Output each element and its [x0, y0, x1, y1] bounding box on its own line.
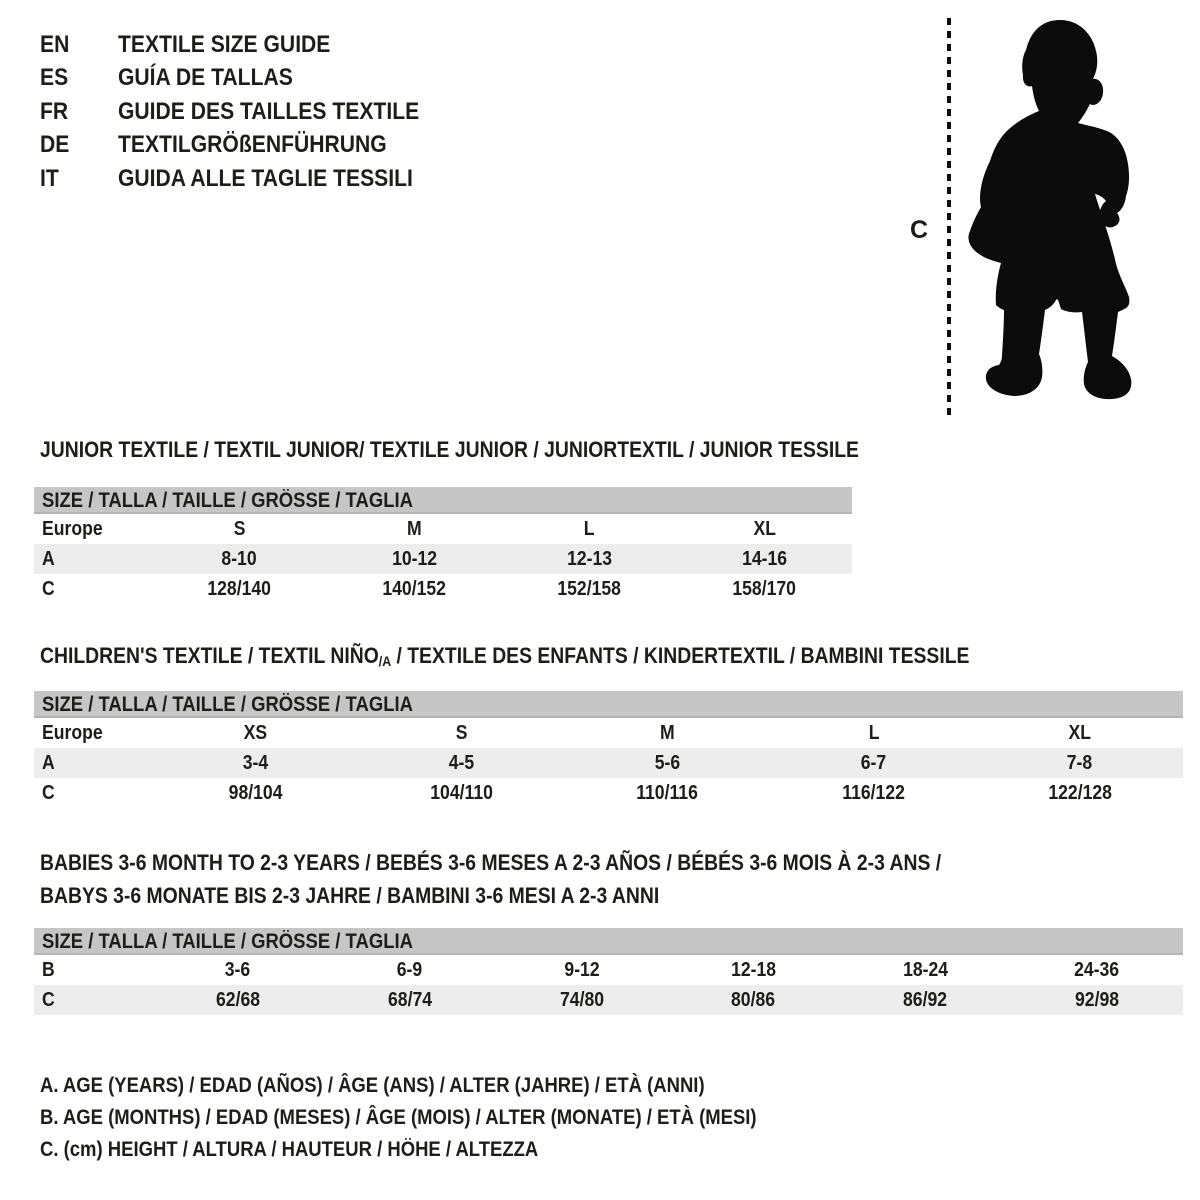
language-label: GUIDE DES TAILLES TEXTILE — [118, 97, 420, 125]
legend-line-c-text: C. (cm) HEIGHT / ALTURA / HAUTEUR / HÖHE / ALTEZZA — [40, 1138, 539, 1161]
table-header-bar — [34, 691, 1183, 718]
language-code: ES — [40, 64, 69, 92]
months-cell: 9-12 — [563, 958, 600, 981]
height-cell: 116/122 — [842, 781, 906, 804]
row-label: A — [42, 751, 55, 774]
language-row-en — [40, 28, 460, 62]
age-cell: 8-10 — [221, 547, 258, 570]
children-title-suffix: / TEXTILE DES ENFANTS / KINDERTEXTIL / BAMBINI TESSILE — [391, 643, 970, 668]
row-label: C — [42, 577, 55, 600]
table-row-age — [34, 748, 1183, 778]
table-row-height — [34, 574, 852, 604]
row-label: A — [42, 547, 55, 570]
age-cell: 5-6 — [654, 751, 681, 774]
age-cell: 6-7 — [860, 751, 887, 774]
table-header-label: SIZE / TALLA / TAILLE / GRÖSSE / TAGLIA — [42, 488, 413, 512]
measure-legend — [40, 1070, 854, 1166]
size-cell: M — [660, 721, 675, 744]
table-row-months — [34, 955, 1183, 985]
table-row-europe — [34, 514, 852, 544]
language-label: GUIDA ALLE TAGLIE TESSILI — [118, 164, 413, 192]
height-cell: 98/104 — [228, 781, 283, 804]
row-label: Europe — [42, 517, 103, 540]
height-cell: 110/116 — [636, 781, 699, 804]
table-row-height — [34, 985, 1183, 1015]
size-cell: M — [407, 517, 422, 540]
children-section-title-text — [40, 640, 969, 675]
height-cell: 158/170 — [732, 577, 797, 600]
table-header-bar — [34, 928, 1183, 955]
months-cell: 3-6 — [225, 958, 251, 981]
language-code: FR — [40, 97, 69, 125]
table-row-age — [34, 544, 852, 574]
table-header-bar — [34, 487, 852, 514]
row-label: B — [42, 958, 55, 981]
height-cell: 104/110 — [429, 781, 493, 804]
height-measure-label: C — [910, 216, 929, 244]
children-title-sub: /A — [378, 653, 392, 669]
row-label: Europe — [42, 721, 103, 744]
babies-title-line1: BABIES 3-6 MONTH TO 2-3 YEARS / BEBÉS 3-6 MESES A 2-3 AÑOS / BÉBÉS 3-6 MOIS À 2-3 ANS / — [40, 850, 942, 875]
age-cell: 10-12 — [391, 547, 438, 570]
babies-section-title — [40, 847, 1064, 912]
junior-size-table — [34, 487, 852, 604]
language-row-it — [40, 162, 460, 196]
language-code: IT — [40, 164, 59, 192]
age-cell: 14-16 — [741, 547, 788, 570]
language-title-list — [40, 28, 460, 196]
size-cell: S — [455, 721, 468, 744]
language-label: TEXTILGRÖßENFÜHRUNG — [118, 131, 387, 159]
months-cell: 18-24 — [902, 958, 948, 981]
height-cell: 74/80 — [559, 988, 604, 1011]
language-label: TEXTILE SIZE GUIDE — [118, 30, 331, 58]
row-label: C — [42, 988, 55, 1011]
legend-line-b-text: B. AGE (MONTHS) / EDAD (MESES) / ÂGE (MOIS) / ALTER (MONATE) / ETÀ (MESI) — [40, 1106, 757, 1129]
height-cell: 128/140 — [207, 577, 272, 600]
size-cell: L — [868, 721, 880, 744]
table-header-label: SIZE / TALLA / TAILLE / GRÖSSE / TAGLIA — [42, 929, 413, 953]
junior-section-title — [40, 434, 971, 467]
legend-line-c — [40, 1134, 854, 1166]
table-row-height — [34, 778, 1183, 808]
size-cell: XL — [1068, 721, 1092, 744]
junior-section-title-text: JUNIOR TEXTILE / TEXTIL JUNIOR/ TEXTILE JUNIOR / JUNIORTEXTIL / JUNIOR TESSILE — [40, 437, 859, 462]
language-label: GUÍA DE TALLAS — [118, 64, 293, 92]
legend-line-b — [40, 1102, 854, 1134]
months-cell: 24-36 — [1074, 958, 1120, 981]
language-row-fr — [40, 95, 460, 129]
height-cell: 152/158 — [557, 577, 622, 600]
children-section-title — [40, 640, 1096, 675]
height-cell: 140/152 — [382, 577, 447, 600]
children-size-table — [34, 691, 1183, 808]
age-cell: 12-13 — [566, 547, 613, 570]
months-cell: 6-9 — [397, 958, 423, 981]
language-row-es — [40, 62, 460, 96]
babies-title-line2: BABYS 3-6 MONATE BIS 2-3 JAHRE / BAMBINI 3-6 MESI A 2-3 ANNI — [40, 882, 660, 908]
height-cell: 80/86 — [731, 988, 776, 1011]
size-cell: S — [233, 517, 246, 540]
legend-line-a — [40, 1070, 854, 1102]
months-cell: 12-18 — [730, 958, 776, 981]
children-title-prefix: CHILDREN'S TEXTILE / TEXTIL NIÑO — [40, 643, 379, 668]
age-cell: 7-8 — [1067, 751, 1093, 774]
height-cell: 92/98 — [1075, 988, 1120, 1011]
height-cell: 86/92 — [903, 988, 948, 1011]
height-dashed-line — [947, 18, 951, 416]
height-cell: 62/68 — [215, 988, 260, 1011]
language-code: DE — [40, 131, 70, 159]
age-cell: 3-4 — [242, 751, 268, 774]
legend-line-a-text: A. AGE (YEARS) / EDAD (AÑOS) / ÂGE (ANS) / ALTER (JAHRE) / ETÀ (ANNI) — [40, 1074, 705, 1097]
size-cell: XS — [243, 721, 267, 744]
language-row-de — [40, 129, 460, 163]
babies-size-table — [34, 928, 1183, 1015]
height-cell: 68/74 — [387, 988, 432, 1011]
toddler-silhouette — [963, 16, 1197, 420]
size-cell: L — [584, 517, 595, 540]
age-cell: 4-5 — [448, 751, 475, 774]
table-row-europe — [34, 718, 1183, 748]
size-cell: XL — [753, 517, 776, 540]
language-code: EN — [40, 30, 70, 58]
table-header-label: SIZE / TALLA / TAILLE / GRÖSSE / TAGLIA — [42, 692, 413, 716]
row-label: C — [42, 781, 55, 804]
height-cell: 122/128 — [1048, 781, 1112, 804]
